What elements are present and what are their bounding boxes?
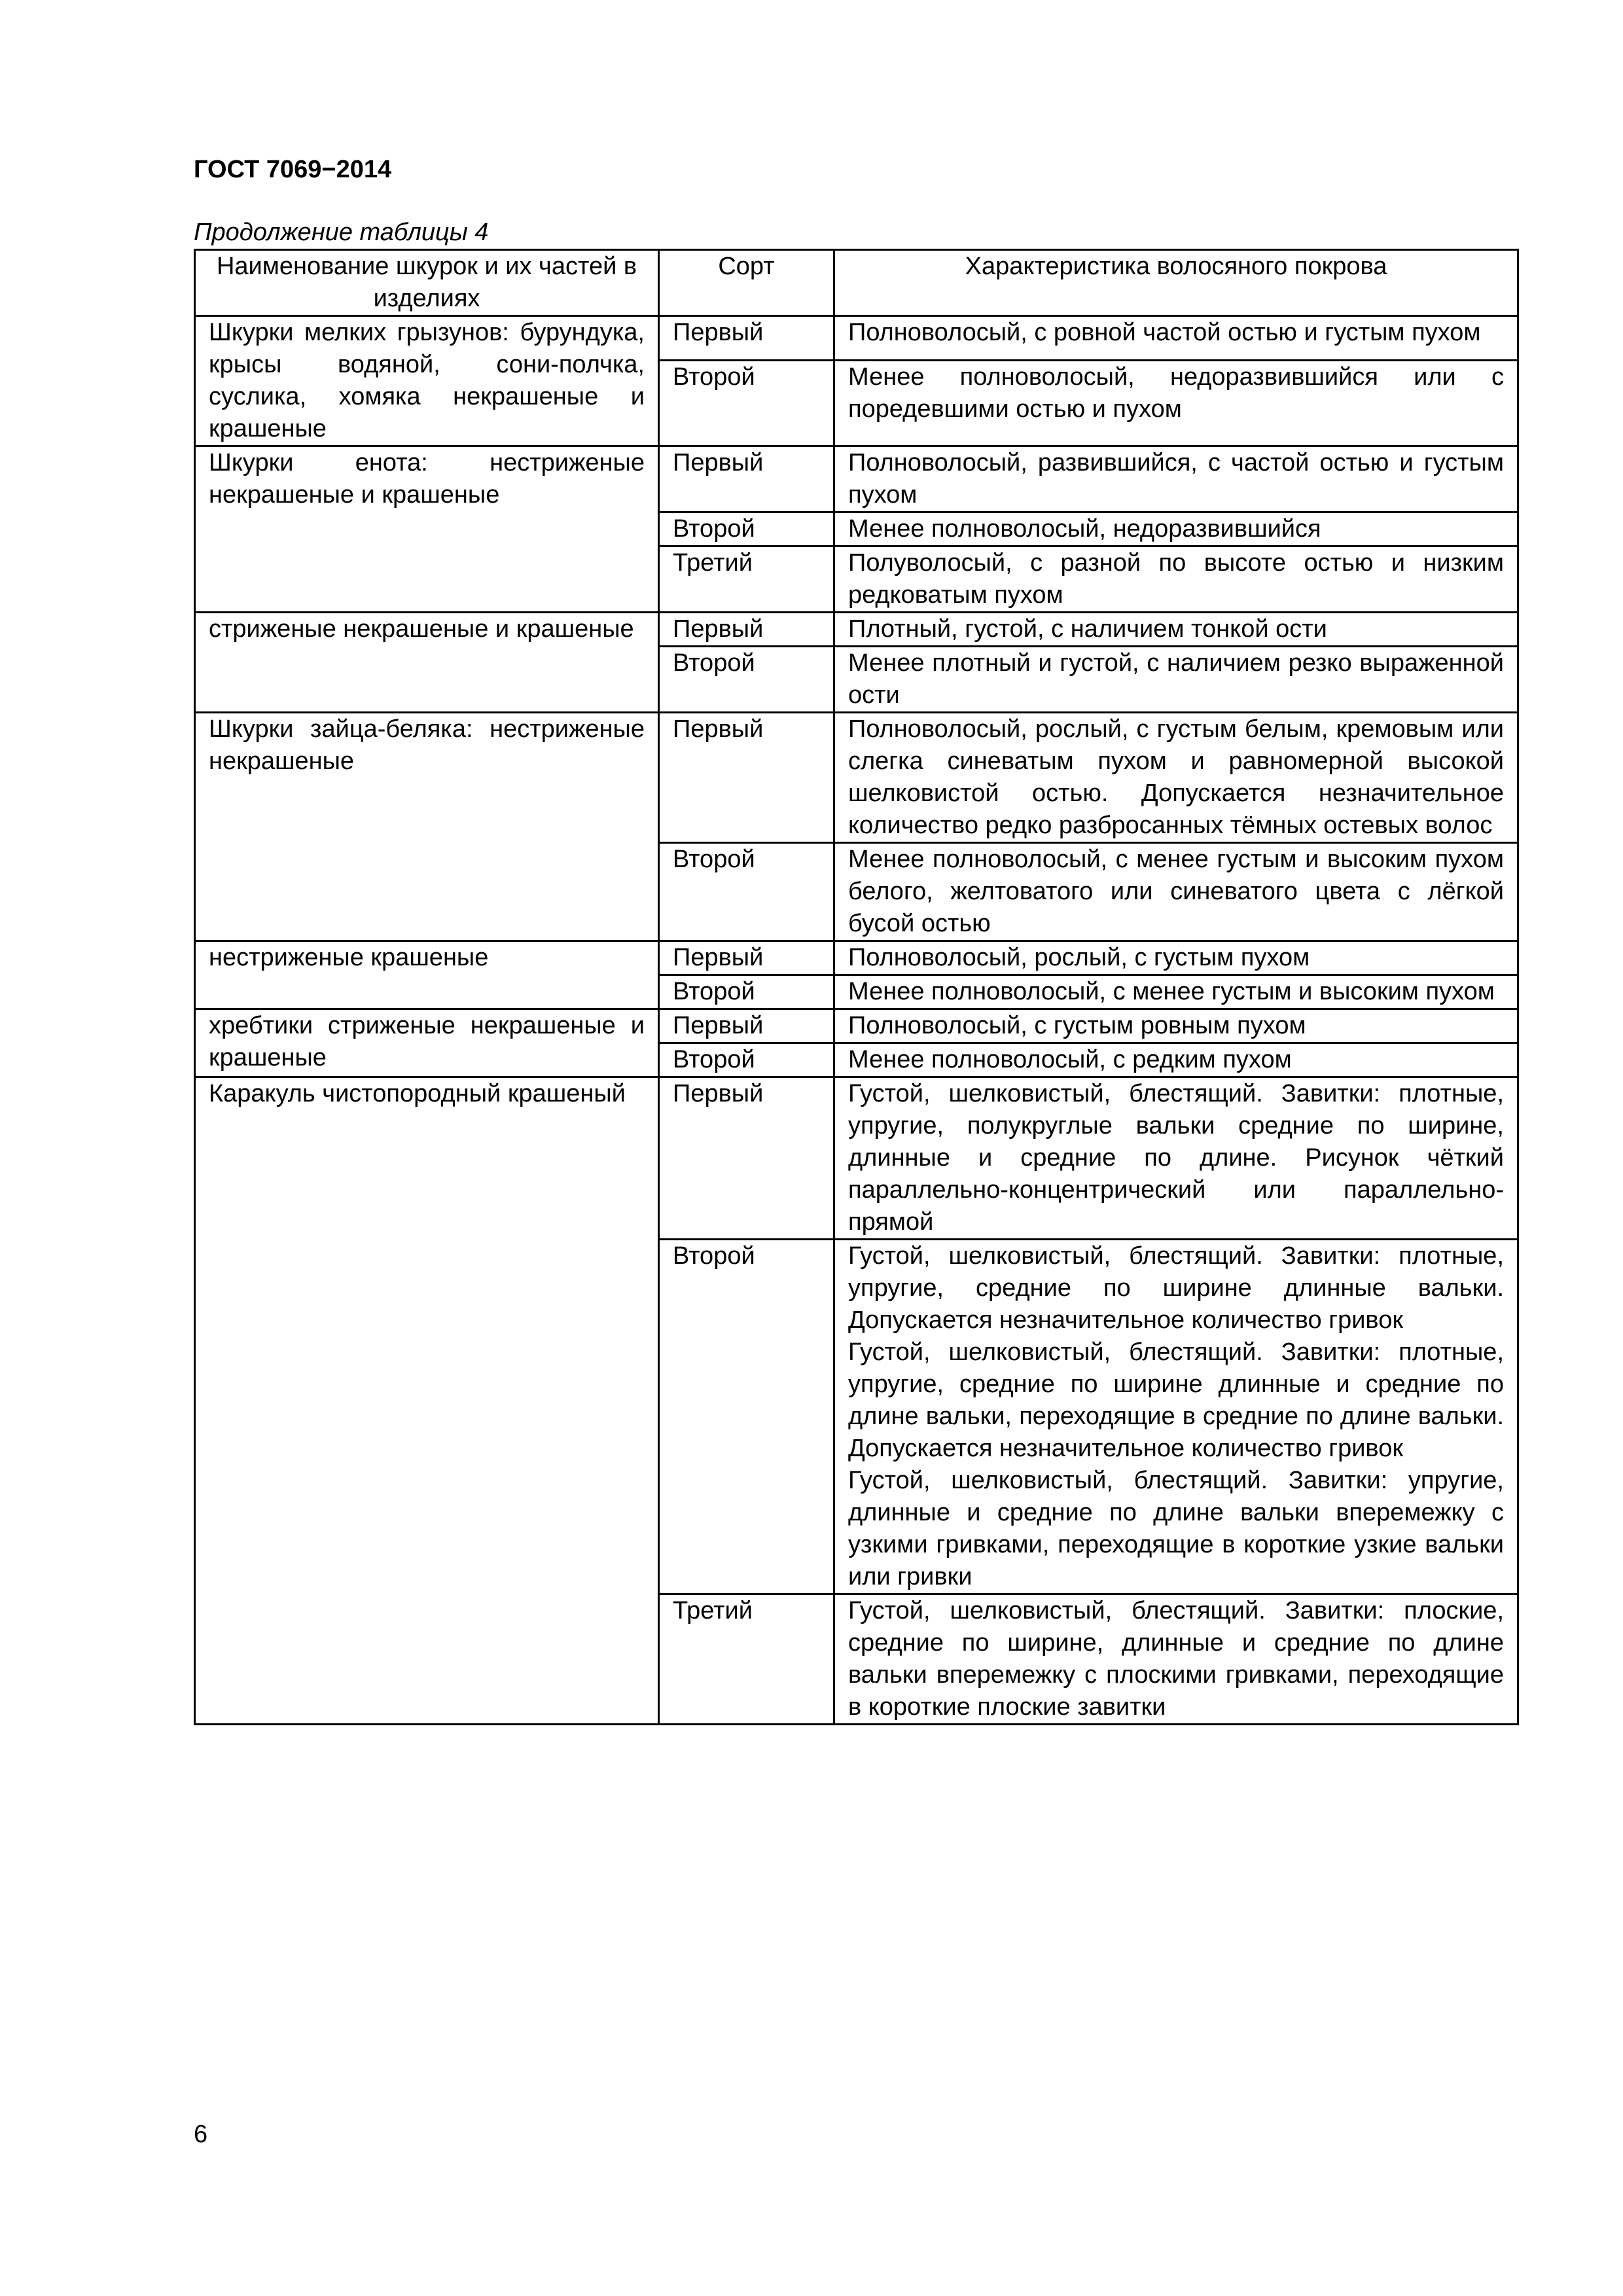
description-paragraph: Густой, шелковистый, блестящий. Завитки: плотные, упругие, полукруглые вальки средние по ширине, длинные и средние по длине. Рисунок чёткий параллельно-концентрический или параллельно-прямой bbox=[848, 1080, 1504, 1236]
description-cell bbox=[834, 1594, 1518, 1725]
description-paragraph: Полноволосый, рослый, с густым белым, кремовым или слегка синеватым пухом и равномерной высокой шелковистой остью. Допускается незначительное количество редко разбросанных тёмных остевых волос bbox=[848, 715, 1504, 839]
description-paragraph: Плотный, густой, с наличием тонкой ости bbox=[848, 615, 1327, 643]
column-header-description: Характеристика волосяного покрова bbox=[834, 250, 1518, 316]
grade-cell: Второй bbox=[659, 843, 834, 941]
description-paragraph: Менее полноволосый, с редким пухом bbox=[848, 1046, 1292, 1073]
description-paragraph: Густой, шелковистый, блестящий. Завитки: плотные, упругие, средние по ширине длинные вальки. Допускается незначительное количество гривок bbox=[848, 1242, 1504, 1334]
description-cell bbox=[834, 316, 1518, 361]
description-paragraph: Менее полноволосый, с менее густым и высоким пухом белого, желтоватого или синеватого цвета с лёгкой бусой остью bbox=[848, 846, 1504, 937]
grade-cell: Второй bbox=[659, 975, 834, 1009]
pelt-name-cell: хребтики стриженые некрашеные и крашеные bbox=[195, 1009, 659, 1077]
description-paragraph: Полноволосый, с густым ровным пухом bbox=[848, 1012, 1306, 1039]
pelt-name-cell: нестриженые крашеные bbox=[195, 941, 659, 1009]
pelt-name-cell: Шкурки зайца-беляка: нестриженые некрашеные bbox=[195, 713, 659, 941]
description-paragraph: Густой, шелковистый, блестящий. Завитки: упругие, длинные и средние по длине вальки вперемежку с узкими гривками, переходящие в короткие узкие вальки или гривки bbox=[848, 1467, 1504, 1590]
pelt-name-cell: Каракуль чистопородный крашеный bbox=[195, 1077, 659, 1725]
description-cell bbox=[834, 1009, 1518, 1043]
table-caption: Продолжение таблицы 4 bbox=[194, 219, 489, 246]
description-cell bbox=[834, 941, 1518, 975]
description-paragraph: Менее плотный и густой, с наличием резко выраженной ости bbox=[848, 649, 1504, 709]
grade-cell: Первый bbox=[659, 1009, 834, 1043]
description-paragraph: Полноволосый, рослый, с густым пухом bbox=[848, 944, 1310, 971]
pelt-name-cell: Шкурки енота: нестриженые некрашеные и крашеные bbox=[195, 446, 659, 613]
grade-cell: Второй bbox=[659, 1240, 834, 1594]
description-cell bbox=[834, 1077, 1518, 1240]
page-number: 6 bbox=[194, 2121, 208, 2148]
grade-cell: Второй bbox=[659, 647, 834, 713]
table-row bbox=[195, 713, 1518, 843]
table-row bbox=[195, 446, 1518, 512]
table-row bbox=[195, 613, 1518, 647]
column-header-grade: Сорт bbox=[659, 250, 834, 316]
description-cell bbox=[834, 713, 1518, 843]
description-cell bbox=[834, 843, 1518, 941]
pelt-name-cell: стриженые некрашеные и крашеные bbox=[195, 613, 659, 713]
description-paragraph: Густой, шелковистый, блестящий. Завитки: плотные, упругие, средние по ширине длинные и средние по длине вальки, переходящие в средние по длине вальки. Допускается незначительное количество гривок bbox=[848, 1338, 1504, 1462]
grade-cell: Первый bbox=[659, 316, 834, 361]
description-paragraph: Менее полноволосый, недоразвившийся или с поредевшими остью и пухом bbox=[848, 363, 1504, 423]
description-cell bbox=[834, 613, 1518, 647]
document-header: ГОСТ 7069−2014 bbox=[194, 156, 392, 183]
grade-cell: Первый bbox=[659, 1077, 834, 1240]
description-cell bbox=[834, 547, 1518, 613]
description-paragraph: Менее полноволосый, с менее густым и высоким пухом bbox=[848, 978, 1495, 1005]
grade-cell: Первый bbox=[659, 713, 834, 843]
table-row bbox=[195, 941, 1518, 975]
grade-cell: Второй bbox=[659, 512, 834, 547]
description-cell bbox=[834, 975, 1518, 1009]
grade-cell: Первый bbox=[659, 941, 834, 975]
grade-cell: Третий bbox=[659, 547, 834, 613]
table-header-row bbox=[195, 250, 1518, 316]
description-cell bbox=[834, 360, 1518, 446]
description-cell bbox=[834, 1043, 1518, 1077]
description-cell bbox=[834, 512, 1518, 547]
description-paragraph: Густой, шелковистый, блестящий. Завитки: плоские, средние по ширине, длинные и средние по длине вальки вперемежку с плоскими гривками, переходящие в короткие плоские завитки bbox=[848, 1597, 1504, 1721]
table-row bbox=[195, 1077, 1518, 1240]
grade-cell: Третий bbox=[659, 1594, 834, 1725]
description-paragraph: Полноволосый, с ровной частой остью и густым пухом bbox=[848, 319, 1481, 346]
description-paragraph: Полноволосый, развившийся, с частой остью и густым пухом bbox=[848, 449, 1504, 509]
grade-cell: Первый bbox=[659, 613, 834, 647]
grade-cell: Второй bbox=[659, 1043, 834, 1077]
pelt-name-cell: Шкурки мелких грызунов: бурундука, крысы водяной, сони-полчка, суслика, хомяка некрашеные и крашеные bbox=[195, 316, 659, 446]
description-paragraph: Менее полноволосый, недоразвившийся bbox=[848, 515, 1321, 543]
grade-cell: Первый bbox=[659, 446, 834, 512]
grade-cell: Второй bbox=[659, 360, 834, 446]
table-row bbox=[195, 316, 1518, 361]
table-body bbox=[195, 316, 1518, 1725]
description-cell bbox=[834, 446, 1518, 512]
description-cell bbox=[834, 1240, 1518, 1594]
fur-quality-table bbox=[194, 249, 1519, 1725]
column-header-name: Наименование шкурок и их частей в изделиях bbox=[195, 250, 659, 316]
description-cell bbox=[834, 647, 1518, 713]
description-paragraph: Полуволосый, с разной по высоте остью и низким редковатым пухом bbox=[848, 549, 1504, 609]
table-row bbox=[195, 1009, 1518, 1043]
